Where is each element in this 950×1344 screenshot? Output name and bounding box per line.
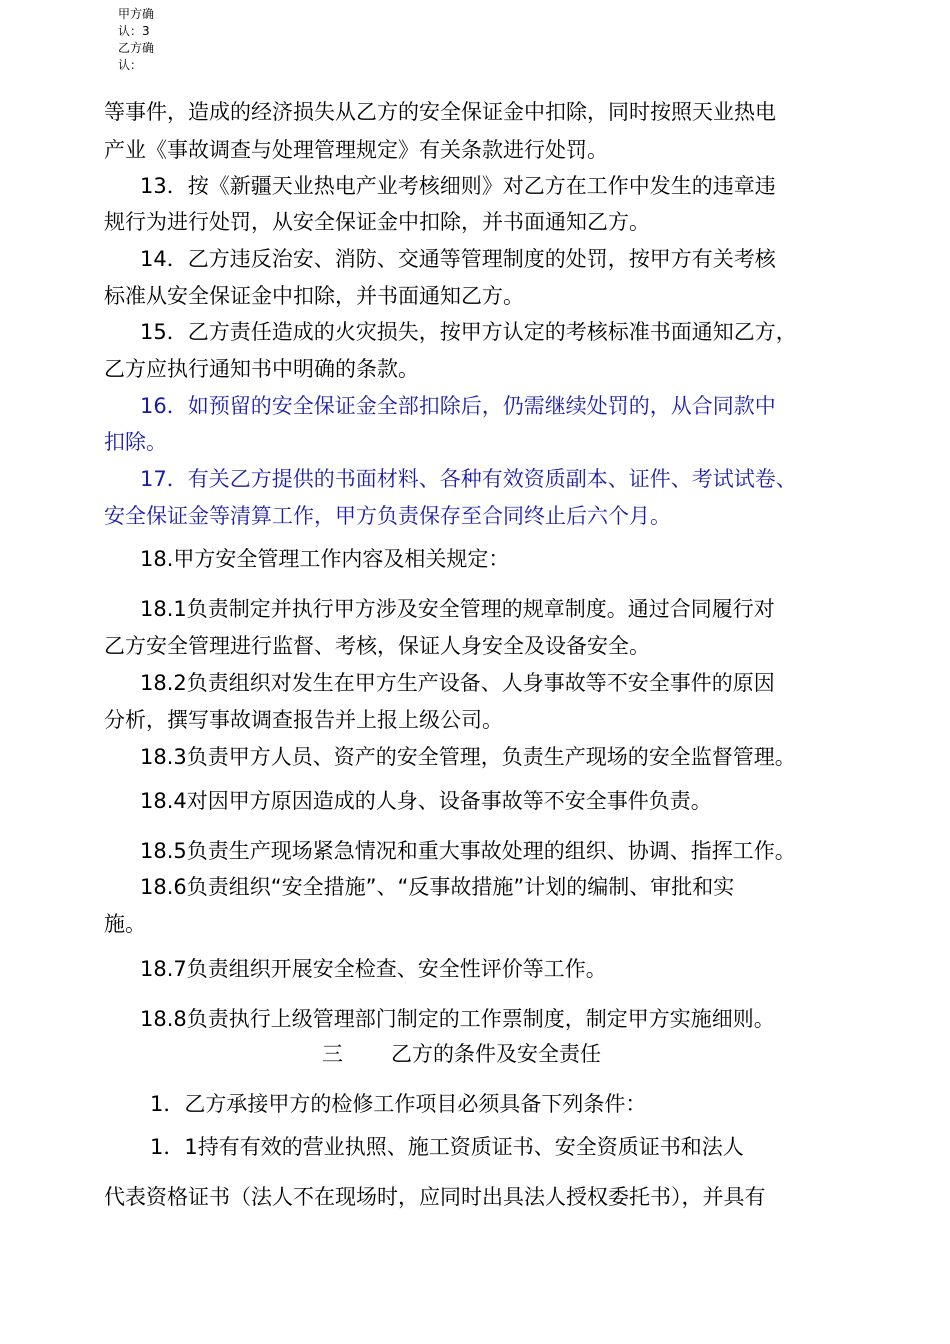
clause-18-7: 18.7负责组织开展安全检查、安全性评价等工作。 <box>140 957 607 981</box>
section-number: 三 <box>322 1042 343 1066</box>
clause-18-3: 18.3负责甲方人员、资产的安全管理，负责生产现场的安全监督管理。 <box>140 745 796 769</box>
clause-b-1: 1．乙方承接甲方的检修工作项目必须具备下列条件： <box>150 1092 647 1116</box>
text-line: 等事件，造成的经济损失从乙方的安全保证金中扣除，同时按照天业热电 <box>104 100 776 124</box>
clause-18-2: 18.2负责组织对发生在甲方生产设备、人身事故等不安全事件的原因 <box>140 671 775 695</box>
text-line: 乙方应执行通知书中明确的条款。 <box>104 357 419 381</box>
party-b-confirm: 乙方确认： <box>118 41 155 72</box>
clause-b-1-1: 1．1持有有效的营业执照、施工资质证书、安全资质证书和法人 <box>150 1135 744 1159</box>
text-line: 标准从安全保证金中扣除，并书面通知乙方。 <box>104 284 524 308</box>
text-line: 乙方安全管理进行监督、考核，保证人身安全及设备安全。 <box>104 634 650 658</box>
clause-18-6: 18.6负责组织“安全措施”、“反事故措施”计划的编制、审批和实 <box>140 875 735 899</box>
text-line: 施。 <box>104 912 146 936</box>
clause-18-1: 18.1负责制定并执行甲方涉及安全管理的规章制度。通过合同履行对 <box>140 597 775 621</box>
clause-18: 18.甲方安全管理工作内容及相关规定： <box>140 547 510 571</box>
text-line: 代表资格证书（法人不在现场时，应同时出具法人授权委托书），并具有 <box>104 1185 766 1209</box>
clause-17: 17．有关乙方提供的书面材料、各种有效资质副本、证件、考试试卷、 <box>140 467 797 491</box>
text-line: 安全保证金等清算工作，甲方负责保存至合同终止后六个月。 <box>104 504 671 528</box>
section-heading <box>322 1040 601 1068</box>
text-line: 产业《事故调查与处理管理规定》有关条款进行处罚。 <box>104 138 608 162</box>
clause-13: 13．按《新疆天业热电产业考核细则》对乙方在工作中发生的违章违 <box>140 174 776 198</box>
clause-18-5: 18.5负责生产现场紧急情况和重大事故处理的组织、协调、指挥工作。 <box>140 839 796 863</box>
section-title: 乙方的条件及安全责任 <box>391 1042 601 1066</box>
clause-16: 16．如预留的安全保证金全部扣除后，仍需继续处罚的，从合同款中 <box>140 394 776 418</box>
clause-18-8: 18.8负责执行上级管理部门制定的工作票制度，制定甲方实施细则。 <box>140 1007 775 1031</box>
text-line: 规行为进行处罚，从安全保证金中扣除，并书面通知乙方。 <box>104 210 650 234</box>
clause-15: 15．乙方责任造成的火灾损失，按甲方认定的考核标准书面通知乙方， <box>140 320 797 344</box>
confirmation-stamp <box>118 6 166 74</box>
clause-18-4: 18.4对因甲方原因造成的人身、设备事故等不安全事件负责。 <box>140 789 712 813</box>
text-line: 分析，撰写事故调查报告并上报上级公司。 <box>104 708 503 732</box>
clause-14: 14．乙方违反治安、消防、交通等管理制度的处罚，按甲方有关考核 <box>140 247 776 271</box>
party-a-confirm: 甲方确认：3 <box>118 7 155 38</box>
text-line: 扣除。 <box>104 430 167 454</box>
